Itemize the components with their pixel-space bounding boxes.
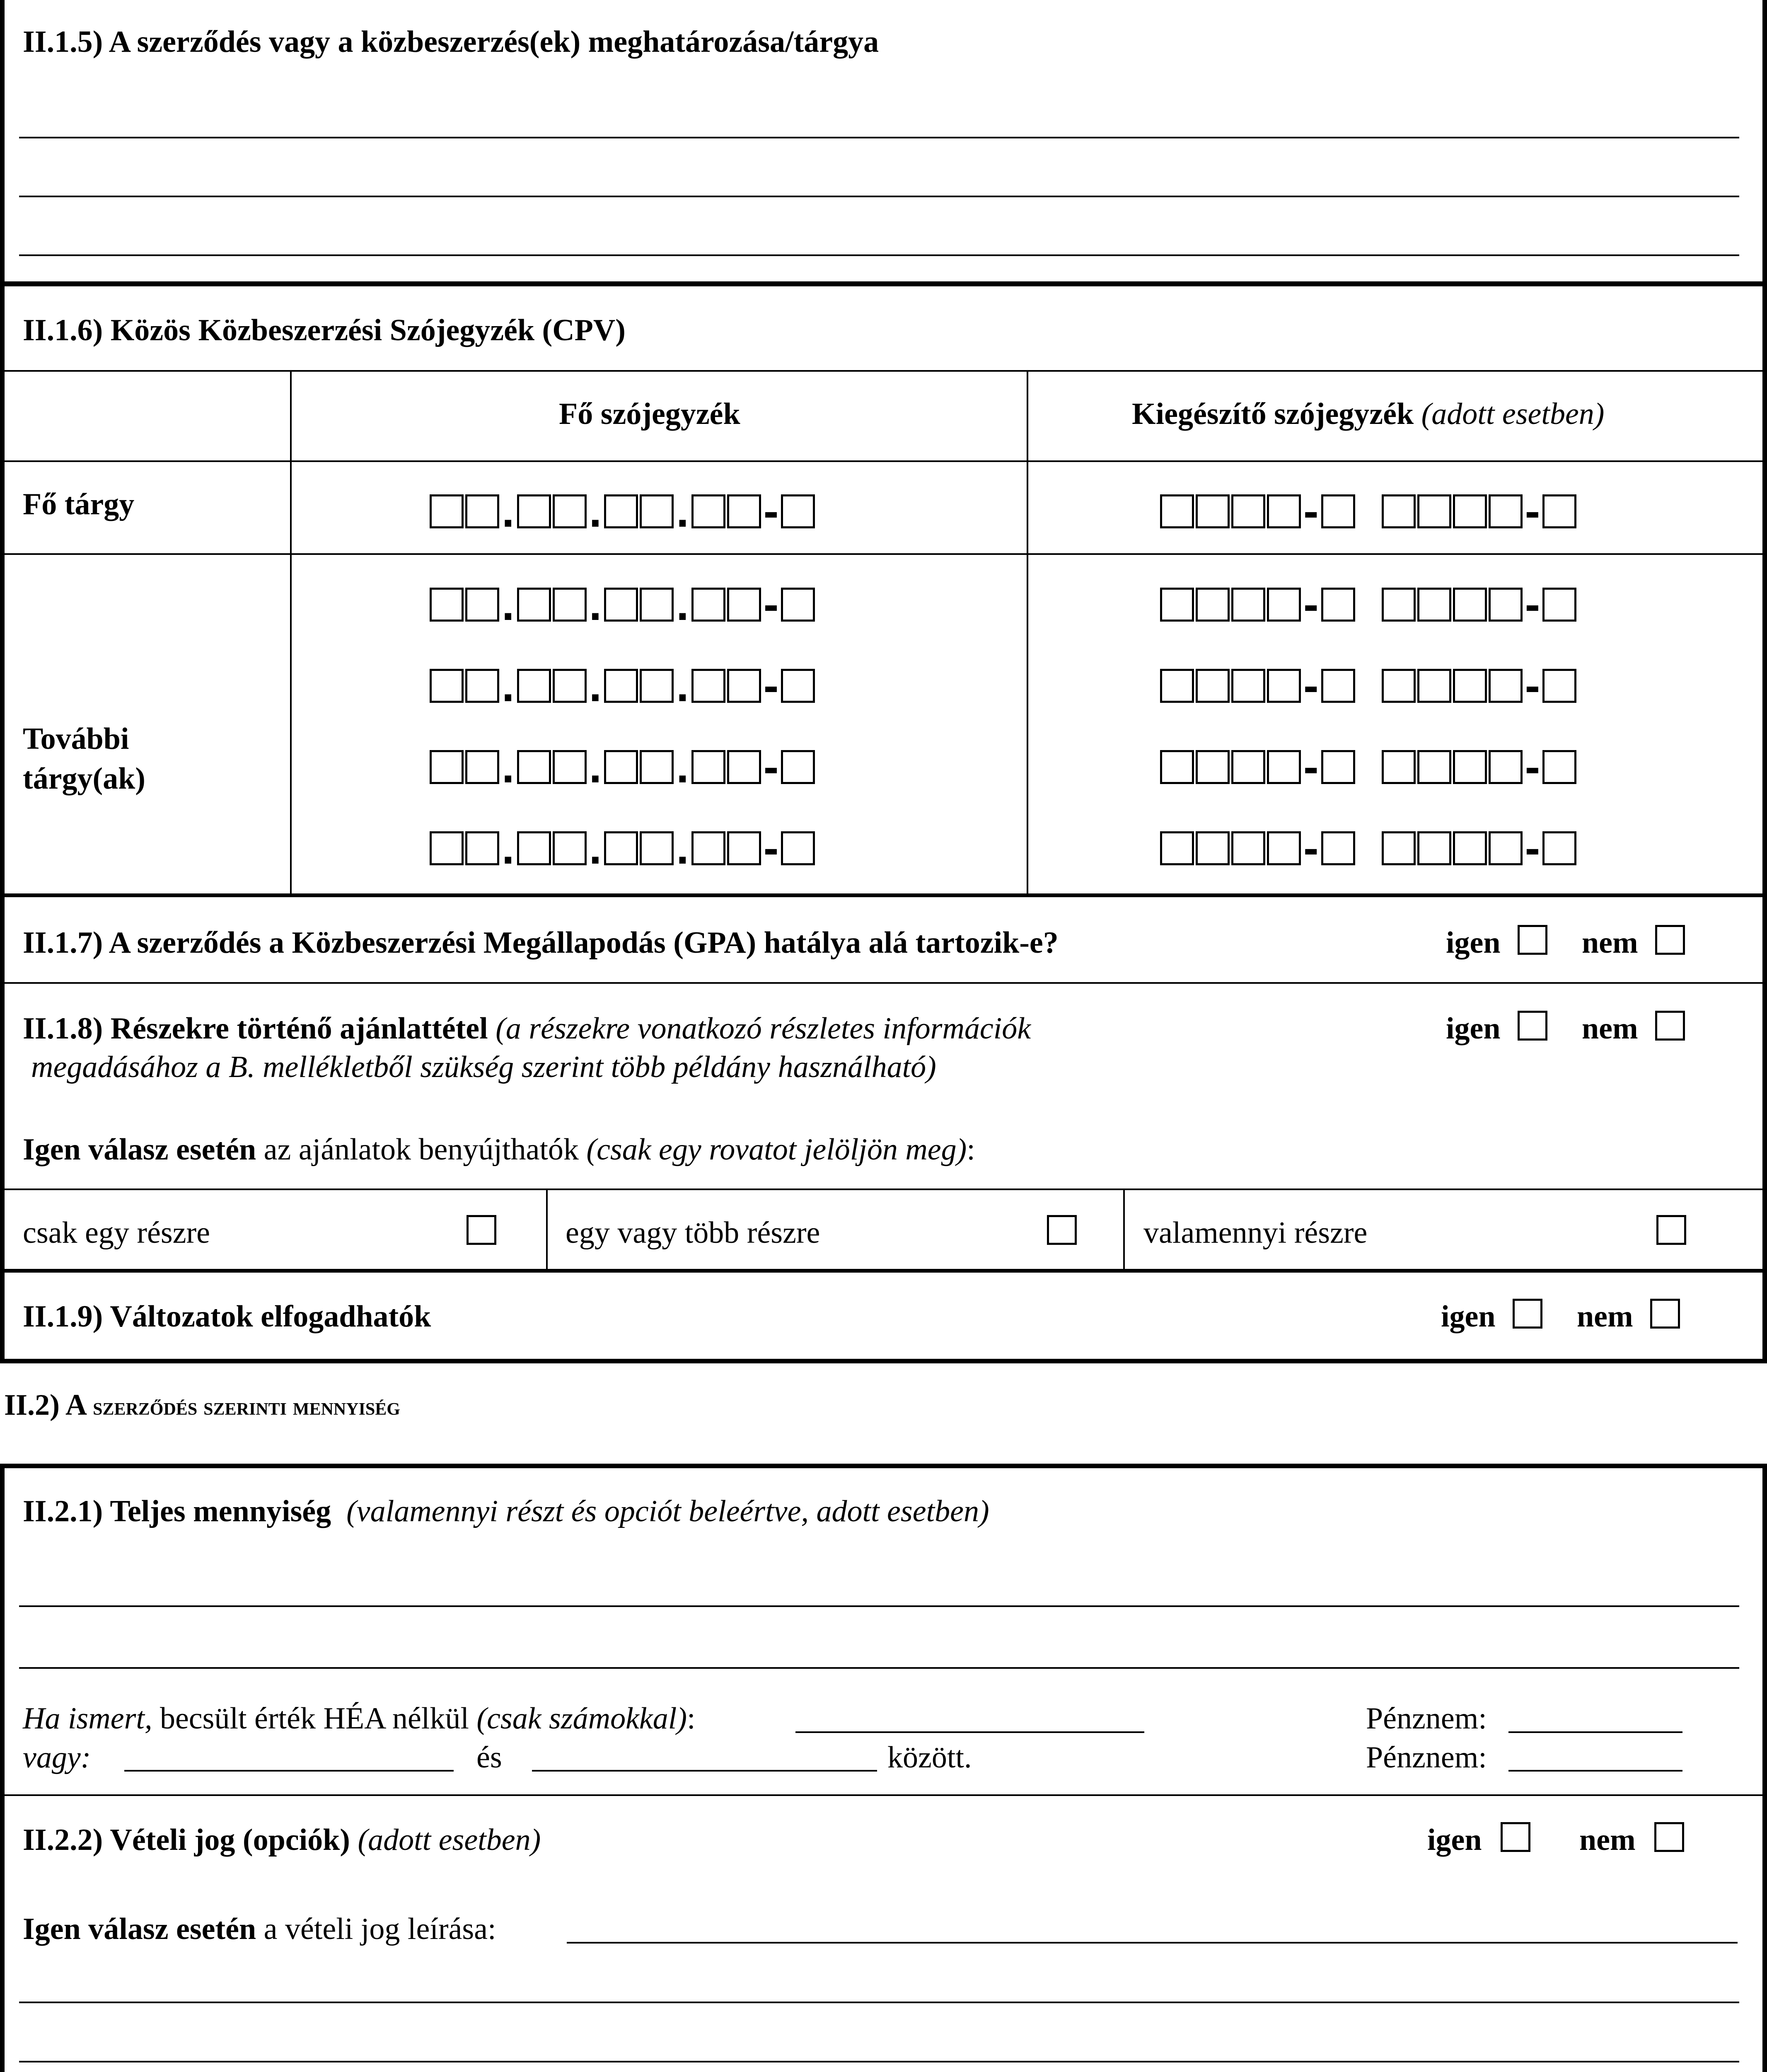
lots-yes-label: igen xyxy=(1446,1012,1501,1046)
section-ii-2-1-title: II.2.1) Teljes mennyiség (valamennyi részt és opciót beleértve, adott esetben) xyxy=(23,1494,989,1528)
answer-line[interactable] xyxy=(19,196,1739,197)
currency-field[interactable] xyxy=(1508,1731,1682,1733)
currency-label: Pénznem: xyxy=(1366,1702,1487,1736)
cpv-additional-code[interactable]: . . . - xyxy=(430,580,817,622)
section-ii-1-8-note: megadásához a B. mellékletből szükség szerint több példány használható) xyxy=(31,1050,936,1084)
section-ii-2-heading: II.2) A szerződés szerinti mennyiség xyxy=(4,1388,400,1421)
answer-line[interactable] xyxy=(19,137,1739,138)
section-divider xyxy=(0,1794,1767,1796)
lots-option-one-or-more-checkbox[interactable] xyxy=(1047,1215,1077,1245)
currency-label: Pénznem: xyxy=(1366,1740,1487,1774)
section-ii-1-9-title: II.1.9) Változatok elfogadhatók xyxy=(23,1300,431,1334)
options-if-yes-text: Igen válasz esetén a vételi jog leírása: xyxy=(23,1912,496,1946)
variants-no-label: nem xyxy=(1577,1300,1633,1334)
table-line xyxy=(0,370,1767,372)
table-line xyxy=(546,1188,548,1271)
answer-line[interactable] xyxy=(19,1667,1739,1669)
table-line xyxy=(0,553,1767,555)
table-line xyxy=(0,1188,1767,1190)
cpv-supplementary-code[interactable]: - - xyxy=(1160,487,1578,528)
cpv-supplementary-code[interactable]: - - xyxy=(1160,824,1578,865)
table-line xyxy=(0,460,1767,462)
section-divider xyxy=(0,893,1767,897)
variants-yes-label: igen xyxy=(1441,1300,1496,1334)
options-yes-label: igen xyxy=(1427,1823,1482,1857)
table-line xyxy=(1027,370,1028,895)
options-description-field[interactable] xyxy=(567,1942,1738,1944)
section-ii-2 xyxy=(0,1464,1767,2072)
section-ii-1-7-title: II.1.7) A szerződés a Közbeszerzési Megállapodás (GPA) hatálya alá tartozik-e? xyxy=(23,926,1059,960)
section-divider xyxy=(0,1269,1767,1273)
estimated-value-label: Ha ismert, becsült érték HÉA nélkül (csak számokkal): xyxy=(23,1702,696,1736)
section-ii-1-5-title: II.1.5) A szerződés vagy a közbeszerzés(ek) meghatározása/tárgya xyxy=(23,25,879,59)
cpv-supplementary-code[interactable]: - - xyxy=(1160,743,1578,784)
lots-option-one-or-more: egy vagy több részre xyxy=(566,1216,820,1250)
options-yes-checkbox[interactable] xyxy=(1501,1822,1530,1852)
options-no-label: nem xyxy=(1579,1823,1636,1857)
variants-no-checkbox[interactable] xyxy=(1650,1299,1680,1329)
answer-line[interactable] xyxy=(19,1605,1739,1607)
range-between-label: között. xyxy=(887,1740,972,1774)
lots-no-label: nem xyxy=(1582,1012,1638,1046)
cpv-main-code[interactable]: . . . - xyxy=(430,487,817,528)
table-line xyxy=(290,370,292,895)
row-main-object: Fő tárgy xyxy=(23,487,135,521)
col-main-vocabulary: Fő szójegyzék xyxy=(559,397,740,431)
section-divider xyxy=(0,982,1767,984)
gpa-yes-label: igen xyxy=(1446,926,1501,960)
gpa-no-label: nem xyxy=(1582,926,1638,960)
range-and-label: és xyxy=(476,1740,502,1774)
answer-line[interactable] xyxy=(19,2002,1739,2003)
cpv-additional-code[interactable]: . . . - xyxy=(430,661,817,703)
lots-option-all: valamennyi részre xyxy=(1143,1216,1368,1250)
cpv-additional-code[interactable]: . . . - xyxy=(430,743,817,784)
lots-option-one-checkbox[interactable] xyxy=(467,1215,496,1245)
range-or-label: vagy: xyxy=(23,1740,91,1774)
cpv-supplementary-code[interactable]: - - xyxy=(1160,580,1578,622)
gpa-yes-checkbox[interactable] xyxy=(1518,925,1547,955)
section-ii-1-6-title: II.1.6) Közös Közbeszerzési Szójegyzék (CPV) xyxy=(23,313,626,347)
answer-line[interactable] xyxy=(19,2061,1739,2062)
options-no-checkbox[interactable] xyxy=(1654,1822,1684,1852)
cpv-additional-code[interactable]: . . . - xyxy=(430,824,817,865)
lots-no-checkbox[interactable] xyxy=(1655,1011,1685,1041)
row-additional-objects: További tárgy(ak) xyxy=(23,722,145,796)
col-supplementary-vocabulary: Kiegészítő szójegyzék (adott esetben) xyxy=(1132,397,1605,431)
gpa-no-checkbox[interactable] xyxy=(1655,925,1685,955)
cpv-supplementary-code[interactable]: - - xyxy=(1160,661,1578,703)
range-min-field[interactable] xyxy=(124,1770,454,1772)
section-ii-2-2-title: II.2.2) Vételi jog (opciók) (adott esetben) xyxy=(23,1823,541,1857)
section-ii-1-8-title: II.1.8) Részekre történő ajánlattétel (a részekre vonatkozó részletes információk xyxy=(23,1012,1031,1046)
section-ii-1-6-to-9 xyxy=(0,282,1767,1363)
lots-if-yes-text: Igen válasz esetén az ajánlatok benyújthatók (csak egy rovatot jelöljön meg): xyxy=(23,1133,975,1167)
estimated-value-field[interactable] xyxy=(795,1731,1144,1733)
answer-line[interactable] xyxy=(19,254,1739,256)
lots-option-one: csak egy részre xyxy=(23,1216,210,1250)
variants-yes-checkbox[interactable] xyxy=(1513,1299,1542,1329)
table-line xyxy=(1123,1188,1125,1271)
lots-yes-checkbox[interactable] xyxy=(1518,1011,1547,1041)
currency-field[interactable] xyxy=(1508,1770,1682,1772)
lots-option-all-checkbox[interactable] xyxy=(1656,1215,1686,1245)
range-max-field[interactable] xyxy=(532,1770,877,1772)
